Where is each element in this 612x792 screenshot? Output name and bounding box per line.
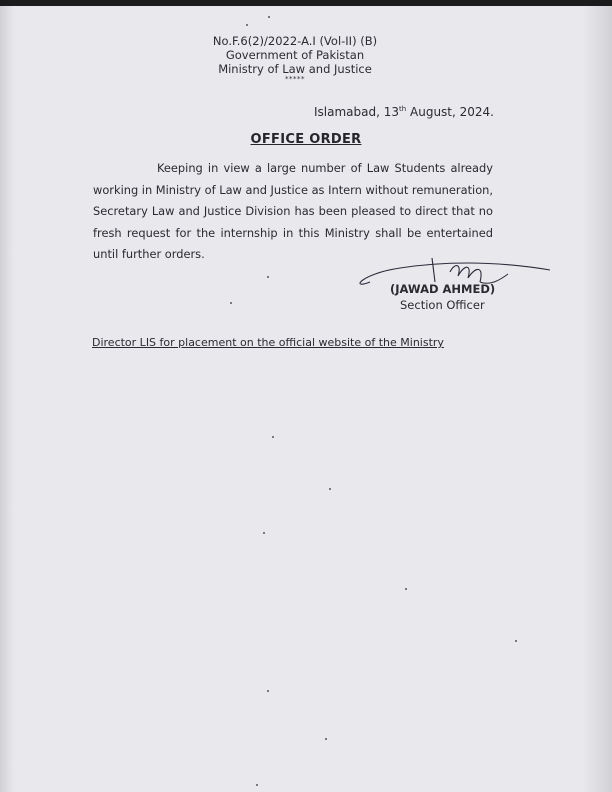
signatory-name: (JAWAD AHMED): [390, 282, 496, 296]
scan-edge-top: [0, 0, 612, 6]
signatory-designation: Section Officer: [400, 298, 485, 312]
scan-speck: [405, 588, 407, 590]
scan-speck: [263, 532, 265, 534]
scan-edge-right: [582, 0, 612, 792]
issue-date: [314, 105, 494, 119]
scan-speck: [329, 488, 331, 490]
distribution-line: Director LIS for placement on the official website of the Ministry: [92, 336, 444, 349]
scan-speck: [267, 276, 269, 278]
letterhead: [150, 34, 440, 83]
date-rest: August, 2024.: [406, 105, 494, 119]
scan-speck: [256, 784, 258, 786]
scan-speck: [268, 16, 270, 18]
ministry-name: Ministry of Law and Justice: [218, 62, 372, 76]
date-ordinal: th: [399, 105, 407, 113]
scan-speck: [246, 24, 248, 26]
scan-speck: [515, 640, 517, 642]
order-body: Keeping in view a large number of Law Students already working in Ministry of Law and Justice as Intern without remuneration, Secretary Law and Justice Division has been pleased to direct that no fresh request for the internship in this Ministry shall be entertained until further orders.: [93, 161, 494, 261]
scan-speck: [272, 436, 274, 438]
reference-number: No.F.6(2)/2022-A.I (Vol-II) (B): [212, 34, 378, 48]
scan-speck: [325, 738, 327, 740]
document-title: OFFICE ORDER: [250, 132, 362, 147]
header-stars: *****: [285, 75, 305, 83]
scan-edge-left: [0, 0, 14, 792]
scan-speck: [230, 302, 232, 304]
government-name: Government of Pakistan: [225, 48, 365, 62]
scan-speck: [267, 690, 269, 692]
date-prefix: Islamabad, 13: [314, 105, 400, 119]
